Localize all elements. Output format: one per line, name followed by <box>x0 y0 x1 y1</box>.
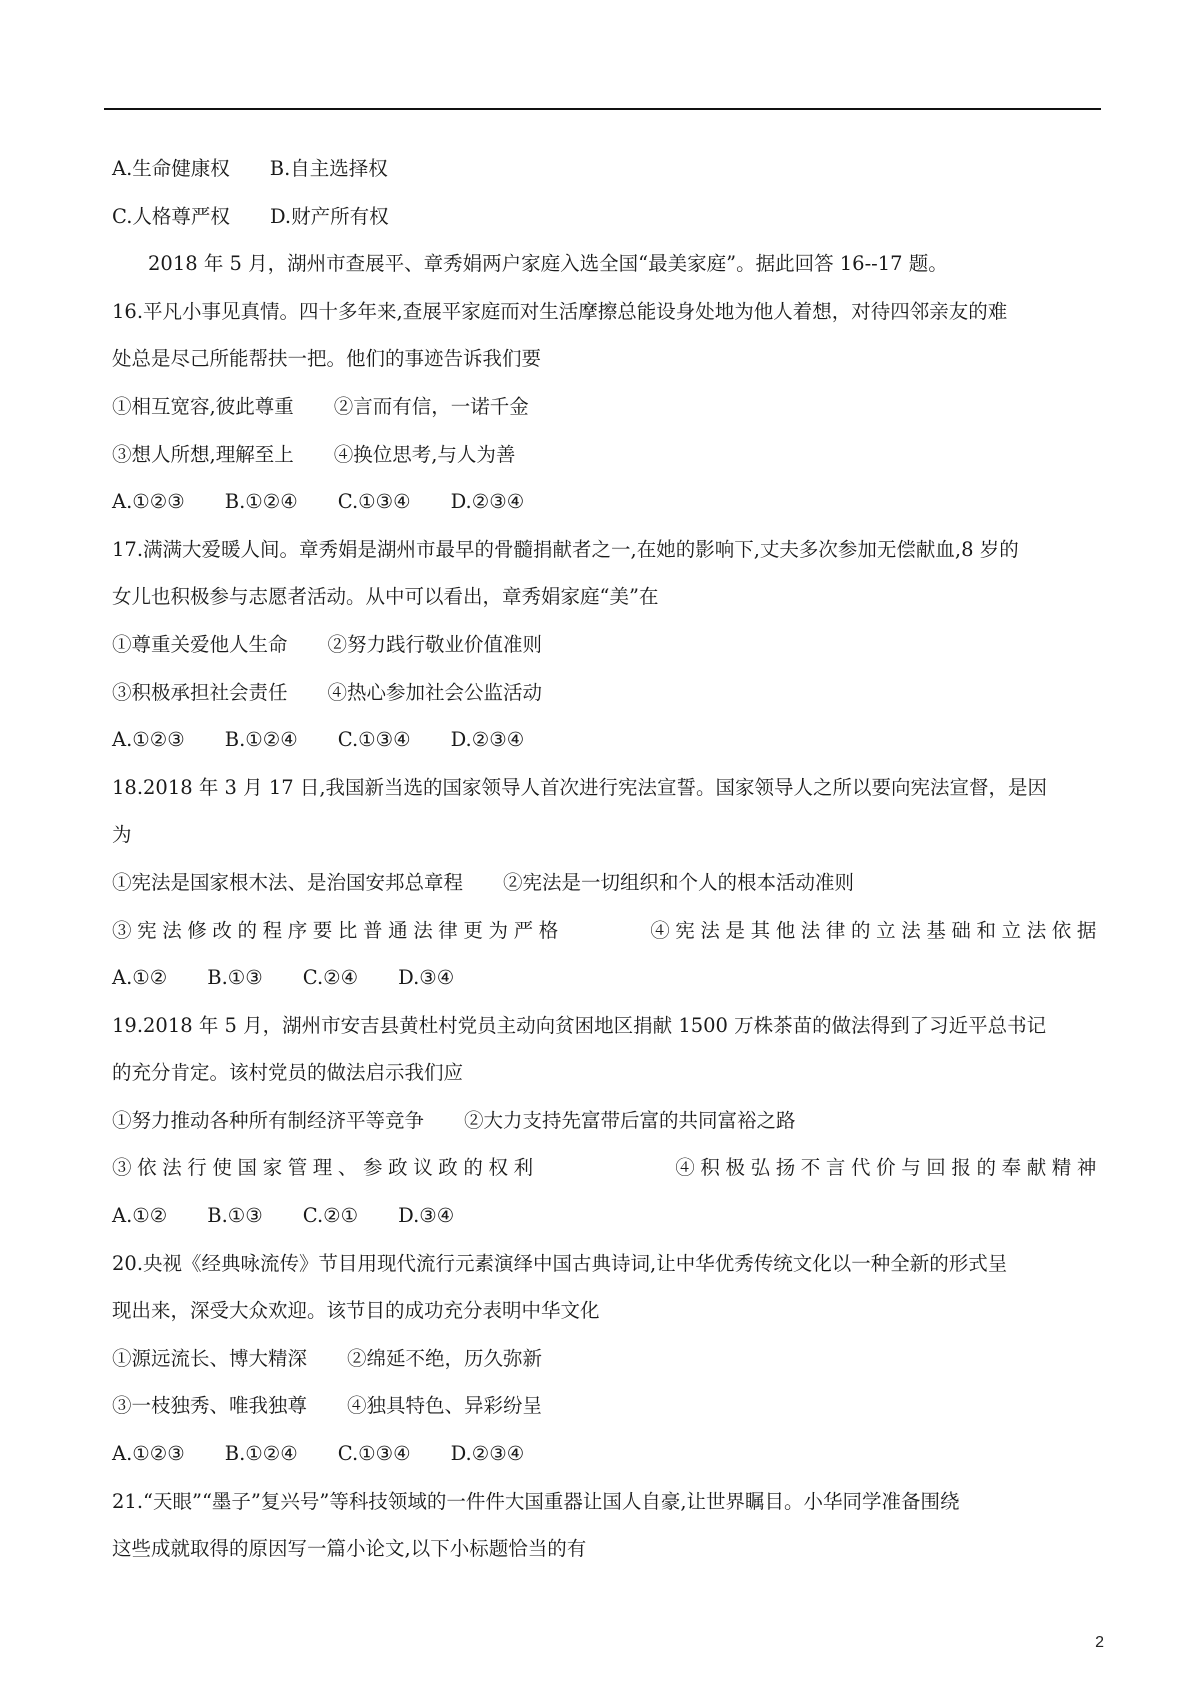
question-stem-line: 20.央视《经典咏流传》节目用现代流行元素演绎中国古典诗词,让中华优秀传统文化以一种全新的形式呈 <box>112 1251 1008 1275</box>
statement-options-row <box>112 1342 1102 1390</box>
statement-option: ①努力推动各种所有制经济平等竞争 <box>112 1108 425 1132</box>
intro-text: 2018 年 5 月，湖州市查展平、章秀娟两户家庭入选全国“最美家庭”。据此回答 16--17 题。 <box>148 252 948 276</box>
answer-choice: B.①②④ <box>224 728 298 752</box>
answer-choice: D.②③④ <box>450 728 525 752</box>
statement-option: ④换位思考,与人为善 <box>333 442 516 466</box>
statement-options-row <box>112 438 1102 486</box>
question-stem-line: 21.“天眼”“墨子”复兴号”等科技领域的一件件大国重器让国人自豪,让世界瞩目。小华同学准备围绕 <box>112 1489 960 1513</box>
statement-option: ③一枝独秀、唯我独尊 <box>112 1394 308 1418</box>
answer-choice: B.①③ <box>207 966 263 990</box>
statement-options-row <box>112 866 1102 914</box>
statement-option: A.生命健康权 <box>112 157 230 180</box>
answer-choice: C.②① <box>302 1204 359 1228</box>
exam-content <box>112 152 1102 1580</box>
header-rule <box>104 108 1101 110</box>
statement-option: ②言而有信，一诺千金 <box>333 394 529 418</box>
statement-option: ④宪法是其他法律的立法基础和立法依据 <box>650 918 1102 942</box>
statement-option: ②绵延不绝，历久弥新 <box>347 1346 543 1370</box>
answer-choices-row <box>112 961 1102 1009</box>
statement-option: ③宪法修改的程序要比普通法律更为严格 <box>112 918 564 942</box>
answer-choices-row <box>112 1199 1102 1247</box>
statement-option: ③依法行使国家管理、参政议政的权利 <box>112 1156 539 1180</box>
statement-options-row <box>112 200 1102 248</box>
statement-options-row <box>112 152 1102 200</box>
answer-choices-row <box>112 1437 1102 1485</box>
answer-choice: D.②③④ <box>450 1442 525 1466</box>
statement-option: ③想人所想,理解至上 <box>112 442 294 466</box>
statement-option: B.自主选择权 <box>269 157 388 180</box>
statement-option: ②宪法是一切组织和个人的根本活动准则 <box>503 870 855 894</box>
statement-options-row <box>112 390 1102 438</box>
statement-options-row <box>112 628 1102 676</box>
statement-option: ①宪法是国家根木法、是治国安邦总章程 <box>112 870 464 894</box>
answer-choice: A.①② <box>112 966 168 990</box>
statement-option: D.财产所有权 <box>269 204 389 228</box>
statement-option: ④独具特色、异彩纷呈 <box>347 1394 543 1418</box>
statement-option: ②大力支持先富带后富的共同富裕之路 <box>464 1108 796 1132</box>
question-stem-line: 的充分肯定。该村党员的做法启示我们应 <box>112 1061 464 1085</box>
statement-option: ①源远流长、博大精深 <box>112 1346 308 1370</box>
answer-choice: B.①②④ <box>224 1442 298 1466</box>
statement-option: ①尊重关爱他人生命 <box>112 632 288 656</box>
question-stem-line: 16.平凡小事见真情。四十多年来,查展平家庭而对生活摩擦总能设身处地为他人着想，对待四邻亲友的难 <box>112 299 1008 323</box>
statement-options-row <box>112 1104 1102 1152</box>
answer-choice: C.②④ <box>302 966 359 990</box>
answer-choice: B.①③ <box>207 1204 263 1228</box>
question-stem-line: 19.2018 年 5 月，湖州市安吉县黄杜村党员主动向贫困地区捐献 1500 万株茶苗的做法得到了习近平总书记 <box>112 1013 1047 1037</box>
statement-options-row <box>112 914 1102 962</box>
page-number: 2 <box>1095 1634 1104 1651</box>
answer-choice: A.①②③ <box>112 728 185 752</box>
answer-choice: C.①③④ <box>337 1442 411 1466</box>
answer-choice: B.①②④ <box>224 490 298 514</box>
question-stem-line: 18.2018 年 3 月 17 日,我国新当选的国家领导人首次进行宪法宣誓。国家领导人之所以要向宪法宣督，是因 <box>112 775 1048 799</box>
statement-option: ③积极承担社会责任 <box>112 680 288 704</box>
answer-choice: D.③④ <box>398 966 455 990</box>
answer-choices-row <box>112 723 1102 771</box>
question-stem-line: 现出来，深受大众欢迎。该节目的成功充分表明中华文化 <box>112 1299 600 1323</box>
question-stem-line: 17.满满大爱暖人间。章秀娟是湖州市最早的骨髓捐献者之一,在她的影响下,丈夫多次参加无偿献血,8 岁的 <box>112 537 1019 561</box>
answer-choice: A.①②③ <box>112 490 185 514</box>
answer-choices-row <box>112 485 1102 533</box>
answer-choice: C.①③④ <box>337 728 411 752</box>
statement-options-row <box>112 1389 1102 1437</box>
statement-option: ④热心参加社会公监活动 <box>327 680 543 704</box>
question-stem-line: 女儿也积极参与志愿者活动。从中可以看出，章秀娟家庭“美”在 <box>112 585 659 609</box>
question-stem-line: 处总是尽己所能帮扶一把。他们的事迹告诉我们要 <box>112 347 542 371</box>
statement-option: ②努力践行敬业价值准则 <box>327 632 543 656</box>
statement-option: ①相互宽容,彼此尊重 <box>112 394 294 418</box>
answer-choice: D.③④ <box>398 1204 455 1228</box>
answer-choice: C.①③④ <box>337 490 411 514</box>
statement-options-row <box>112 1151 1102 1199</box>
answer-choice: D.②③④ <box>450 490 525 514</box>
statement-option: ④积极弘扬不言代价与回报的奉献精神 <box>675 1156 1102 1180</box>
statement-options-row <box>112 676 1102 724</box>
statement-option: C.人格尊严权 <box>112 204 230 228</box>
question-stem-line: 为 <box>112 823 132 847</box>
answer-choice: A.①②③ <box>112 1442 185 1466</box>
answer-choice: A.①② <box>112 1204 168 1228</box>
question-stem-line: 这些成就取得的原因写一篇小论文,以下小标题恰当的有 <box>112 1537 587 1561</box>
